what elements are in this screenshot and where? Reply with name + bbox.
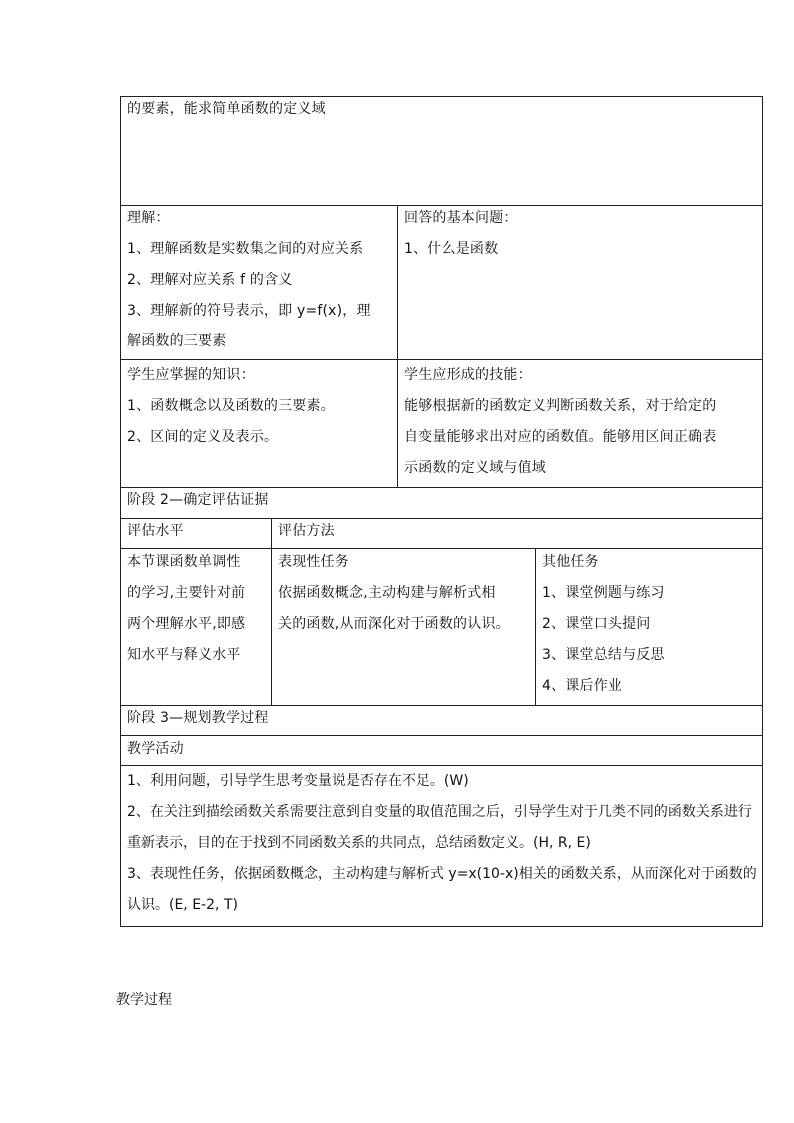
activities-header: 教学活动	[127, 741, 184, 757]
understanding-line: 解函数的三要素	[127, 333, 227, 349]
performance-task-line: 关的函数,从而深化对于函数的认识。	[278, 616, 510, 632]
row-divider	[120, 518, 763, 519]
knowledge-title: 学生应掌握的知识：	[127, 367, 255, 383]
other-task-item: 1、课堂例题与练习	[542, 585, 665, 601]
row-divider	[120, 705, 763, 706]
understanding-line: 2、理解对应关系 f 的含义	[127, 272, 293, 288]
row-divider	[120, 359, 763, 360]
activity-item: 1、利用问题，引导学生思考变量说是否存在不足。(W)	[127, 773, 469, 789]
other-tasks-title: 其他任务	[542, 554, 599, 570]
stage3-heading: 阶段 3—规划教学过程	[127, 710, 269, 726]
activity-item: 2、在关注到描绘函数关系需要注意到自变量的取值范围之后，引导学生对于几类不同的函数关系进行重新表示，目的在于找到不同函数关系的共同点，总结函数定义。(H, R, E)	[127, 804, 752, 851]
other-task-item: 4、课后作业	[542, 678, 623, 694]
column-divider	[397, 205, 398, 488]
eval-level-line: 知水平与释义水平	[127, 647, 241, 663]
knowledge-line: 1、函数概念以及函数的三要素。	[127, 398, 335, 414]
skills-line: 能够根据新的函数定义判断函数关系，对于给定的	[404, 398, 717, 414]
basic-questions-title: 回答的基本问题：	[404, 210, 518, 226]
section-heading: 教学过程	[116, 992, 172, 1008]
other-task-item: 2、课堂口头提问	[542, 616, 651, 632]
top-cell-text: 的要素，能求简单函数的定义域	[127, 101, 326, 117]
skills-title: 学生应形成的技能：	[404, 367, 532, 383]
row-divider	[120, 205, 763, 206]
eval-level-line: 本节课函数单调性	[127, 554, 241, 570]
knowledge-line: 2、区间的定义及表示。	[127, 429, 279, 445]
column-divider	[271, 518, 272, 706]
performance-task-line: 依据函数概念,主动构建与解析式相	[278, 585, 496, 601]
eval-level-header: 评估水平	[127, 523, 184, 539]
row-divider	[120, 735, 763, 736]
basic-question-line: 1、什么是函数	[404, 241, 499, 257]
skills-line: 示函数的定义域与值域	[404, 460, 546, 476]
performance-task-title: 表现性任务	[278, 554, 349, 570]
stage2-heading: 阶段 2—确定评估证据	[127, 492, 269, 508]
row-divider	[120, 548, 763, 549]
eval-level-line: 的学习,主要针对前	[127, 585, 246, 601]
column-divider	[535, 548, 536, 706]
understanding-line: 3、理解新的符号表示，即 y=f(x)，理	[127, 303, 371, 319]
eval-level-line: 两个理解水平,即感	[127, 616, 246, 632]
understanding-title: 理解：	[127, 210, 170, 226]
row-divider	[120, 487, 763, 488]
eval-method-header: 评估方法	[278, 523, 335, 539]
other-task-item: 3、课堂总结与反思	[542, 647, 665, 663]
activity-item: 3、表现性任务，依据函数概念，主动构建与解析式 y=x(10-x)相关的函数关系，从而深化对于函数的认识。(E, E-2, T)	[127, 866, 757, 913]
skills-line: 自变量能够求出对应的函数值。能够用区间正确表	[404, 429, 717, 445]
understanding-line: 1、理解函数是实数集之间的对应关系	[127, 241, 364, 257]
